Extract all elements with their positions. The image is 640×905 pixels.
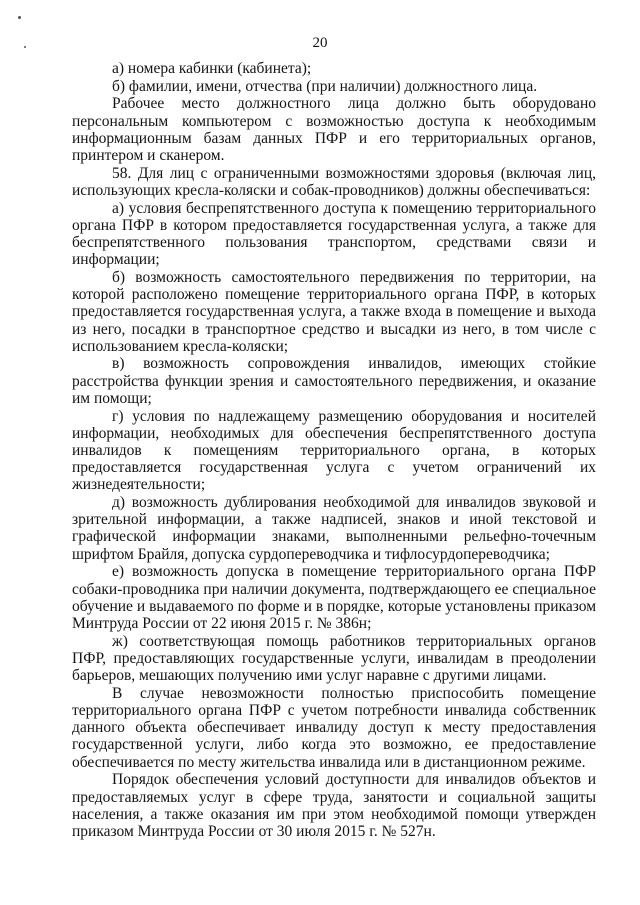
paragraph: д) возможность дублирования необходимой для инвалидов звуковой и зрительной информации, а также надписей, знаков и иной текстовой и графической информации знаками, выполненными рельефно-точечным шрифтом Брайля, допуска сурдопереводчика и тифлосурдопереводчика;: [72, 494, 596, 563]
paragraph: Порядок обеспечения условий доступности для инвалидов объектов и предоставляемых услуг в сфере труда, занятости и социальной защиты населения, а также оказания им при этом необходимой помощи утвержден приказом Минтруда России от 30 июля 2015 г. № 527н.: [72, 771, 596, 840]
paragraph: в) возможность сопровождения инвалидов, имеющих стойкие расстройства функции зрения и самостоятельного передвижения, и оказание им помощи;: [72, 355, 596, 407]
paragraph: Рабочее место должностного лица должно быть оборудовано персональным компьютером с возможностью доступа к необходимым информационным базам данных ПФР и его территориальных органов, принтером и сканером.: [72, 95, 596, 165]
paragraph: е) возможность допуска в помещение территориального органа ПФР собаки-проводника при наличии документа, подтверждающего ее специальное обучение и выдаваемого по форме и в порядке, которые установлены приказом Минтруда России от 22 июня 2015 г. № 386н;: [72, 563, 596, 632]
paragraph: 58. Для лиц с ограниченными возможностями здоровья (включая лиц, использующих кресла-коляски и собак-проводников) должны обеспечиваться:: [72, 164, 596, 199]
paragraph: а) номера кабинки (кабинета);: [112, 60, 312, 77]
paragraph: а) условия беспрепятственного доступа к помещению территориального органа ПФР в котором предоставляется государственная услуга, а также для беспрепятственного пользования транспортом, средствами связи и информации;: [72, 199, 596, 269]
scan-mark: [18, 16, 21, 19]
document-body: [72, 60, 596, 840]
paragraph: б) фамилии, имени, отчества (при наличии) должностного лица.: [112, 77, 538, 95]
paragraph: В случае невозможности полностью приспособить помещение территориального органа ПФР с учетом потребности инвалида собственник данного объекта обеспечивает инвалиду доступ к месту предоставления государственной услуги, либо когда это возможно, ее предоставление обеспечивается по месту жительства инвалида или в дистанционном режиме.: [72, 684, 596, 771]
paragraph: г) условия по надлежащему размещению оборудования и носителей информации, необходимых для обеспечения беспрепятственного доступа инвалидов к помещениям территориального органа, в которых предоставляется государственная услуга с учетом ограничений их жизнедеятельности;: [72, 407, 596, 494]
page-number: 20: [312, 35, 328, 51]
paragraph: ж) соответствующая помощь работников территориальных органов ПФР, предоставляющих государственные услуги, инвалидам в преодолении барьеров, мешающих получению ими услуг наравне с другими лицами.: [72, 632, 596, 685]
paragraph: б) возможность самостоятельного передвижения по территории, на которой расположено помещение территориального органа ПФР, в которых предоставляется государственная услуга, а также входа в помещение и выхода из него, посадки в транспортное средство и высадки из него, в том числе с использованием кресла-коляски;: [72, 268, 596, 355]
